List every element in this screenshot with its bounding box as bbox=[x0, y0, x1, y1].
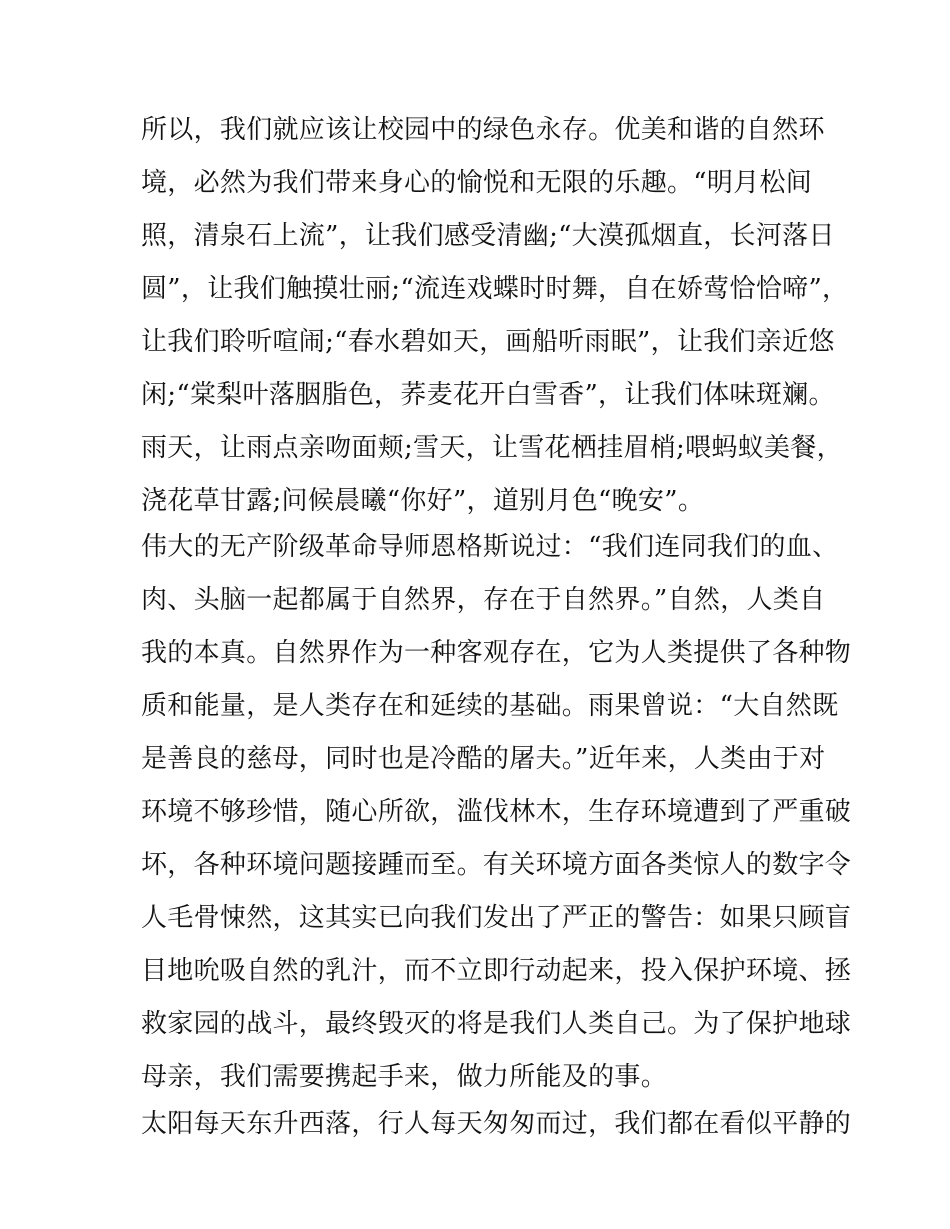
text-line: 照，清泉石上流”，让我们感受清幽;“大漠孤烟直，长河落日 bbox=[141, 221, 835, 251]
text-line: 太阳每天东升西落，行人每天匆匆而过，我们都在看似平静的 bbox=[141, 1109, 852, 1139]
text-line: 母亲，我们需要携起手来，做力所能及的事。 bbox=[141, 1062, 668, 1092]
text-line: 让我们聆听喧闹;“春水碧如天，画船听雨眠”，让我们亲近悠 bbox=[141, 327, 835, 357]
text-line: 环境不够珍惜，随心所欲，滥伐林木，生存环境遭到了严重破 bbox=[141, 797, 852, 827]
text-line: 人毛骨悚然，这其实已向我们发出了严正的警告：如果只顾盲 bbox=[141, 903, 852, 933]
text-line: 所以，我们就应该让校园中的绿色永存。优美和谐的自然环 bbox=[141, 115, 825, 145]
text-line: 是善良的慈母，同时也是冷酷的屠夫。”近年来，人类由于对 bbox=[141, 744, 826, 774]
text-line: 浇花草甘露;问候晨曦“你好”，道别月色“晚安”。 bbox=[141, 486, 705, 516]
text-line: 肉、头脑一起都属于自然界，存在于自然界。”自然，人类自 bbox=[141, 585, 826, 615]
text-line: 救家园的战斗，最终毁灭的将是我们人类自己。为了保护地球 bbox=[141, 1009, 852, 1039]
text-line: 雨天，让雨点亲吻面颊;雪天，让雪花栖挂眉梢;喂蚂蚁美餐， bbox=[141, 433, 843, 463]
text-line: 质和能量，是人类存在和延续的基础。雨果曾说：“大自然既 bbox=[141, 691, 839, 721]
text-line: 伟大的无产阶级革命导师恩格斯说过：“我们连同我们的血、 bbox=[141, 532, 839, 562]
text-line: 我的本真。自然界作为一种客观存在，它为人类提供了各种物 bbox=[141, 638, 852, 668]
text-line: 坏，各种环境问题接踵而至。有关环境方面各类惊人的数字令 bbox=[141, 850, 852, 880]
text-line: 境，必然为我们带来身心的愉悦和无限的乐趣。“明月松间 bbox=[141, 168, 813, 198]
text-line: 圆”，让我们触摸壮丽;“流连戏蝶时时舞，自在娇莺恰恰啼”， bbox=[141, 274, 849, 304]
text-line: 目地吮吸自然的乳汁，而不立即行动起来，投入保护环境、拯 bbox=[141, 956, 852, 986]
text-line: 闲;“棠梨叶落胭脂色，荞麦花开白雪香”，让我们体味斑斓。 bbox=[141, 380, 835, 410]
